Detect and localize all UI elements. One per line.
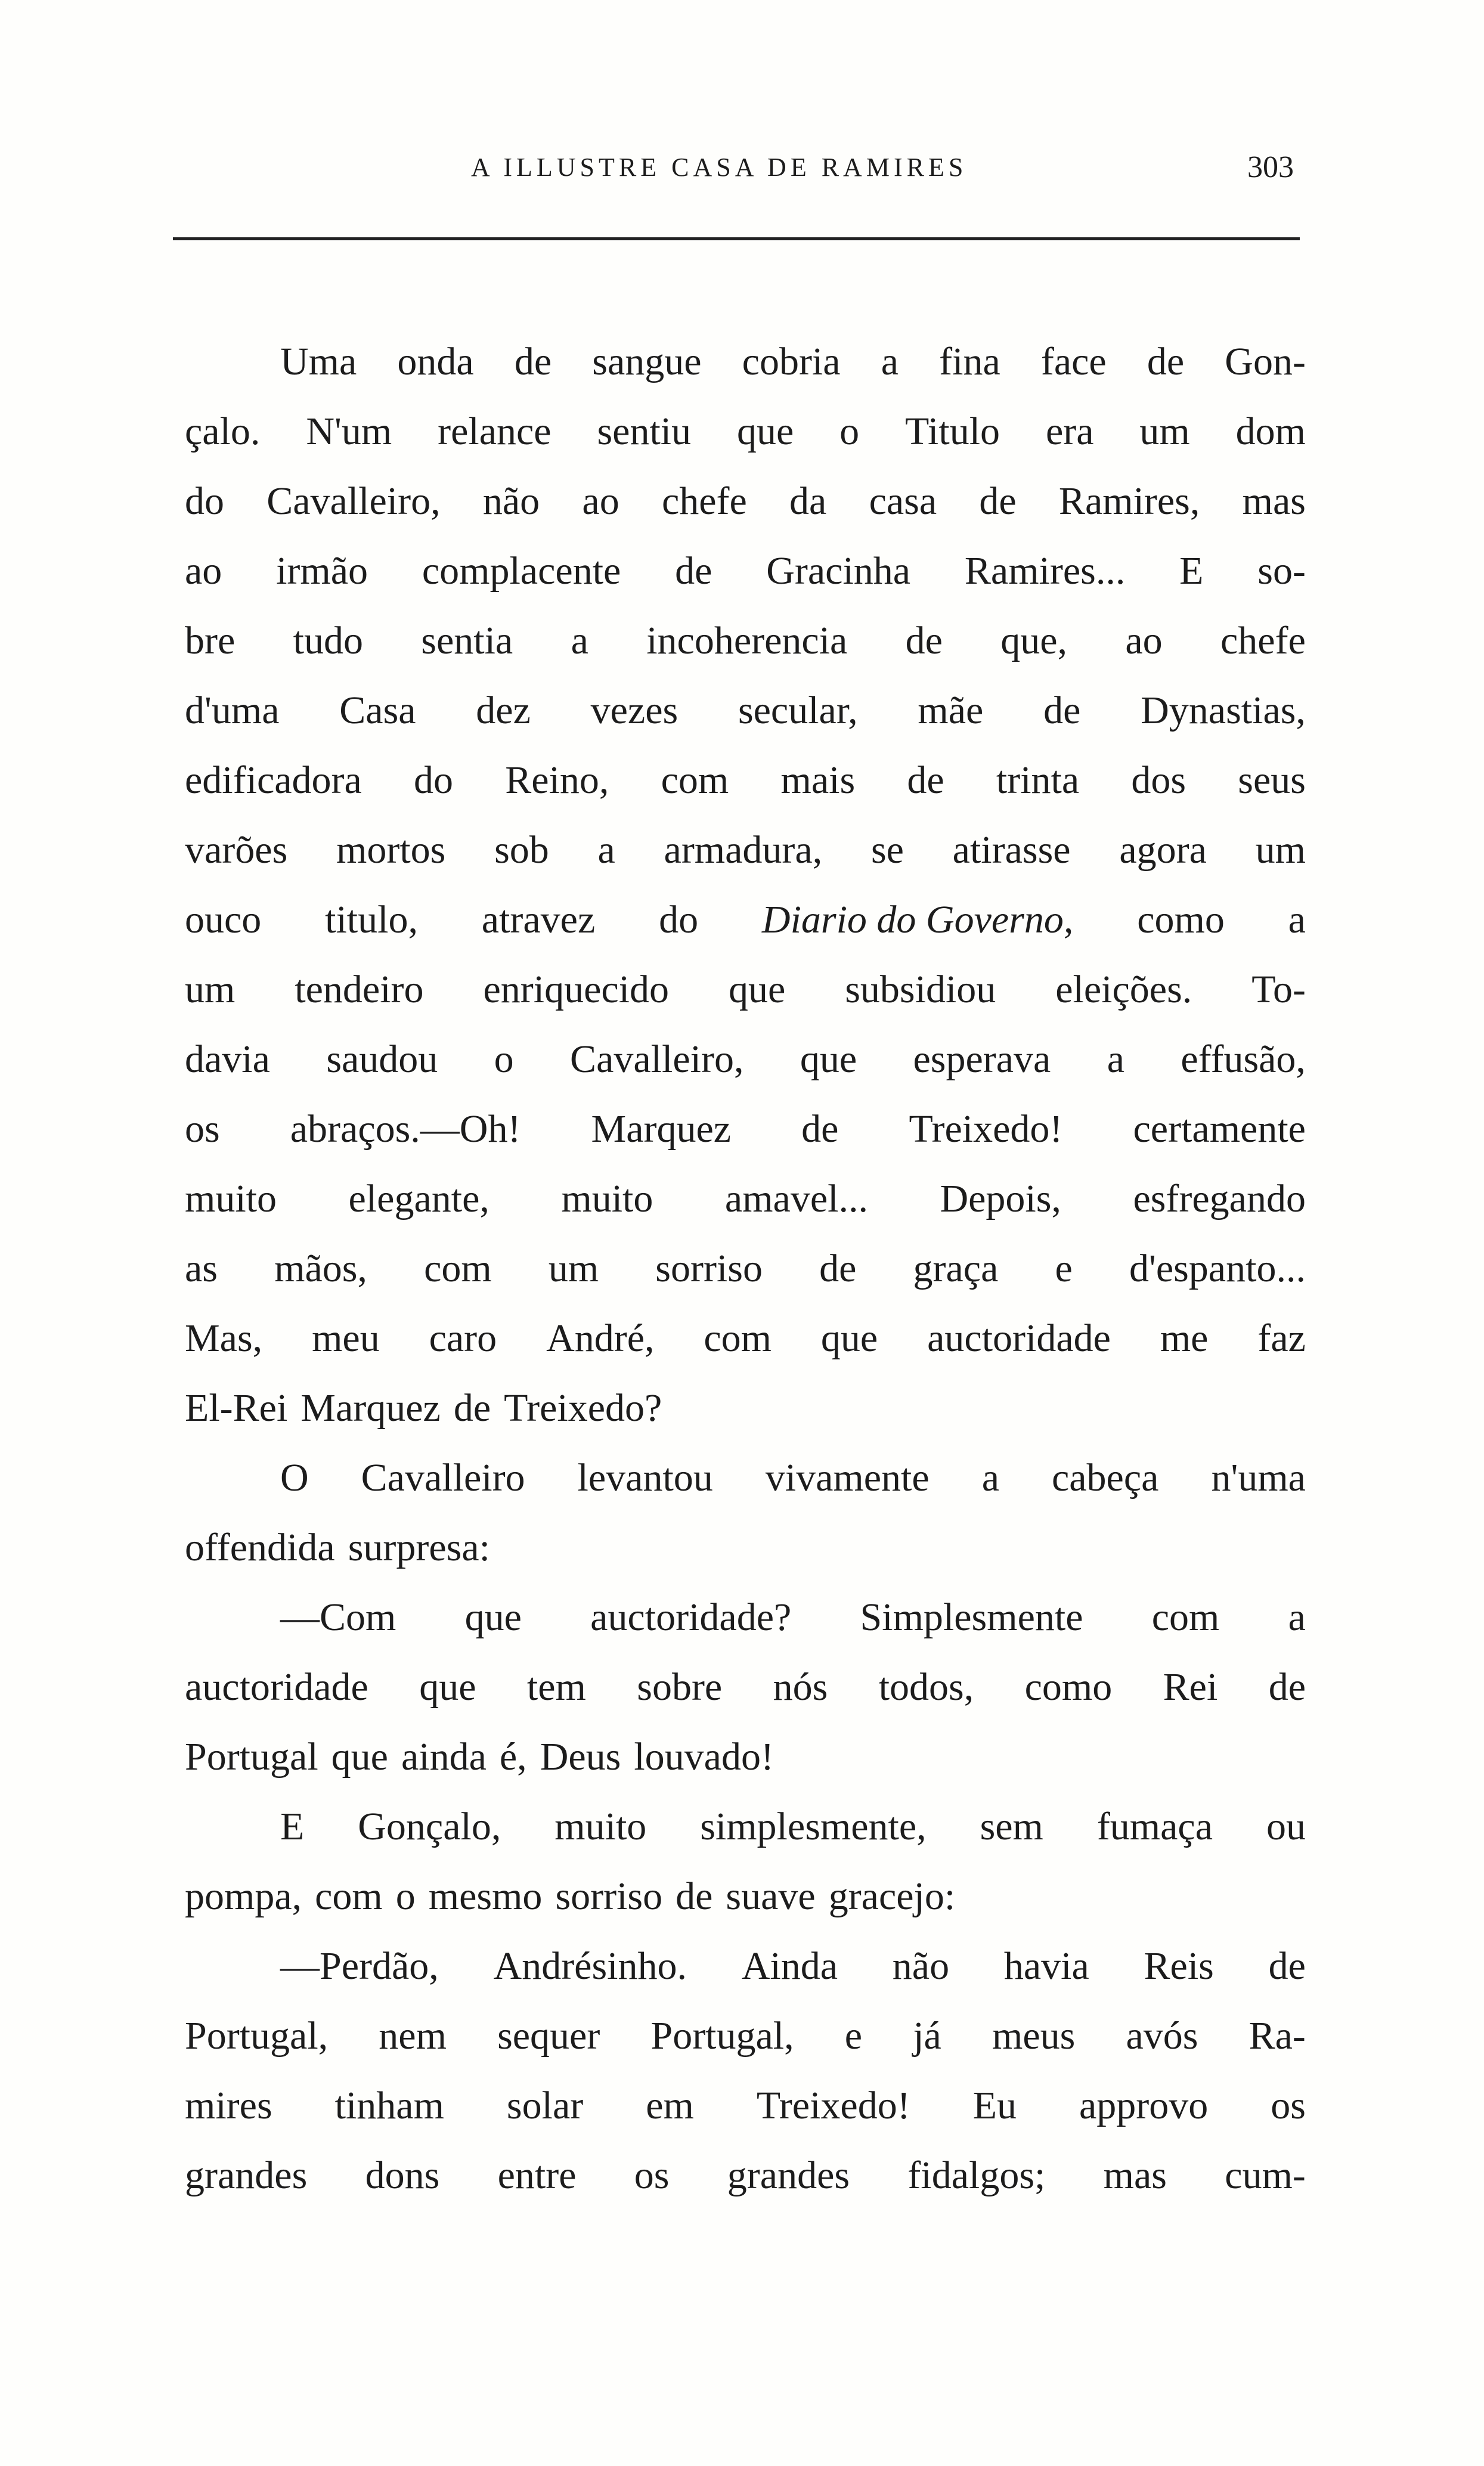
word: entre	[497, 2154, 577, 2197]
header-rule	[173, 237, 1300, 240]
word: Cavalleiro	[361, 1456, 525, 1500]
word: de	[1147, 340, 1185, 383]
word: Depois,	[940, 1177, 1061, 1220]
word: um	[548, 1247, 599, 1290]
text-line	[185, 1861, 1306, 1931]
word: face	[1040, 340, 1107, 383]
word: To-	[1251, 968, 1306, 1011]
word: é,	[499, 1735, 527, 1779]
word: da	[789, 479, 827, 523]
word: amavel...	[724, 1177, 868, 1220]
word: dons	[365, 2154, 440, 2197]
word: cum-	[1225, 2154, 1306, 2197]
word: complacente	[422, 549, 621, 593]
word: Gracinha	[766, 549, 911, 593]
word: que	[419, 1665, 476, 1709]
word: Cavalleiro,	[570, 1037, 744, 1081]
word: surpresa:	[348, 1526, 490, 1569]
word: que	[820, 1316, 878, 1360]
text-line	[185, 885, 1306, 955]
text-line	[185, 2140, 1306, 2210]
word: com	[315, 1875, 383, 1918]
word: seus	[1238, 758, 1306, 802]
word: dom	[1235, 410, 1306, 453]
running-head	[173, 152, 1306, 200]
word: a	[881, 340, 899, 383]
word: Ramires...	[964, 549, 1126, 593]
word: secular,	[738, 689, 858, 732]
word: edificadora	[185, 758, 362, 802]
text-line	[185, 676, 1306, 745]
word: Portugal	[185, 1735, 318, 1779]
word: não	[482, 479, 540, 523]
word: relance	[438, 410, 552, 453]
word: sobre	[637, 1665, 723, 1709]
word: graça	[913, 1247, 999, 1290]
word: so-	[1257, 549, 1306, 593]
word: Diario do Governo,	[761, 898, 1074, 941]
word: davia	[185, 1037, 270, 1081]
word: nós	[773, 1665, 828, 1709]
word: vivamente	[765, 1456, 930, 1500]
word: elegante,	[348, 1177, 489, 1220]
text-line	[185, 606, 1306, 676]
word: meus	[992, 2014, 1076, 2058]
word: Uma	[280, 340, 357, 383]
word: a	[1288, 898, 1306, 941]
word: do	[659, 898, 699, 941]
word: não	[892, 1944, 950, 1988]
word: Gon-	[1225, 340, 1306, 383]
word: o	[839, 410, 860, 453]
word: Ramires,	[1058, 479, 1200, 523]
word: do	[185, 479, 224, 523]
word: trinta	[996, 758, 1080, 802]
word: gracejo:	[828, 1875, 956, 1918]
word: offendida	[185, 1526, 335, 1569]
word: sequer	[497, 2014, 600, 2058]
word: Andrésinho.	[493, 1944, 687, 1988]
word: que,	[1000, 619, 1068, 662]
word: Treixedo!	[756, 2084, 910, 2127]
word: havia	[1003, 1944, 1089, 1988]
text-line	[185, 1443, 1306, 1513]
word: fina	[939, 340, 1000, 383]
word: tudo	[293, 619, 363, 662]
word: Ainda	[741, 1944, 838, 1988]
word: sangue	[592, 340, 702, 383]
word: muito	[554, 1805, 647, 1848]
word: André,	[546, 1316, 655, 1360]
word: as	[185, 1247, 218, 1290]
word: —Com	[280, 1596, 396, 1639]
text-line	[185, 1234, 1306, 1303]
word: esfregando	[1133, 1177, 1306, 1220]
word: todos,	[878, 1665, 974, 1709]
word: solar	[506, 2084, 584, 2127]
word: de	[514, 340, 552, 383]
word: Cavalleiro,	[267, 479, 441, 523]
word: os	[1271, 2084, 1306, 2127]
word: atravez	[481, 898, 596, 941]
word: sentia	[421, 619, 513, 662]
word: a	[1288, 1596, 1306, 1639]
text-line	[185, 1024, 1306, 1094]
word: vezes	[590, 689, 679, 732]
word: Marquez	[300, 1386, 441, 1430]
word: de	[1268, 1944, 1306, 1988]
word: tendeiro	[295, 968, 424, 1011]
word: ao	[582, 479, 619, 523]
word: Mas,	[185, 1316, 263, 1360]
word: El-Rei	[185, 1386, 288, 1430]
word: a	[597, 828, 615, 872]
word: varões	[185, 828, 288, 872]
word: Treixedo?	[504, 1386, 662, 1430]
word: fumaça	[1096, 1805, 1213, 1848]
word: sentiu	[597, 410, 692, 453]
word: fidalgos;	[907, 2154, 1046, 2197]
word: muito	[561, 1177, 653, 1220]
word: Portugal,	[185, 2014, 329, 2058]
word: suave	[726, 1875, 816, 1918]
text-line	[185, 1931, 1306, 2001]
word: e	[1055, 1247, 1073, 1290]
word: com	[704, 1316, 772, 1360]
word: ao	[1125, 619, 1163, 662]
word: os	[634, 2154, 670, 2197]
text-line	[185, 2071, 1306, 2140]
word: titulo,	[325, 898, 418, 941]
word: Marquez	[591, 1107, 732, 1151]
word: armadura,	[664, 828, 823, 872]
word: mortos	[336, 828, 446, 872]
word: auctoridade	[927, 1316, 1111, 1360]
word: a	[571, 619, 588, 662]
word: certamente	[1133, 1107, 1306, 1151]
word: um	[185, 968, 236, 1011]
word: grandes	[727, 2154, 850, 2197]
word: de	[1043, 689, 1081, 732]
word: como	[1024, 1665, 1113, 1709]
word: chefe	[661, 479, 747, 523]
word: de	[907, 758, 944, 802]
word: onda	[397, 340, 474, 383]
text-line	[185, 2001, 1306, 2071]
word: approvo	[1079, 2084, 1209, 2127]
word: a	[1107, 1037, 1125, 1081]
word: agora	[1119, 828, 1207, 872]
word: Ra-	[1248, 2014, 1306, 2058]
word: e	[844, 2014, 863, 2058]
word: subsidiou	[845, 968, 996, 1011]
text-line	[185, 327, 1306, 396]
word: sorriso	[655, 1247, 763, 1290]
word: avós	[1126, 2014, 1198, 2058]
running-title: A ILLUSTRE CASA DE RAMIRES	[471, 153, 968, 182]
word: com	[661, 758, 729, 802]
body-text	[185, 327, 1306, 2210]
text-line	[185, 1513, 1306, 1582]
word: Eu	[972, 2084, 1017, 2127]
word: com	[424, 1247, 492, 1290]
word: Portugal,	[650, 2014, 794, 2058]
word: de	[819, 1247, 857, 1290]
word: Simplesmente	[860, 1596, 1083, 1639]
word: simplesmente,	[700, 1805, 927, 1848]
word: ouco	[185, 898, 262, 941]
text-line	[185, 1582, 1306, 1652]
text-line	[185, 1094, 1306, 1164]
word: E	[280, 1805, 305, 1848]
word: E	[1179, 549, 1204, 593]
word: que	[737, 410, 794, 453]
word: n'uma	[1211, 1456, 1306, 1500]
word: de	[453, 1386, 491, 1430]
word: enriquecido	[483, 968, 670, 1011]
word: mãos,	[274, 1247, 367, 1290]
word: Titulo	[905, 410, 1000, 453]
word: dez	[476, 689, 531, 732]
text-line	[185, 396, 1306, 466]
page-number: 303	[1247, 150, 1294, 184]
word: d'uma	[185, 689, 280, 732]
word: pompa,	[185, 1875, 302, 1918]
word: faz	[1257, 1316, 1306, 1360]
word: mais	[780, 758, 856, 802]
word: de	[675, 549, 712, 593]
word: Reino,	[505, 758, 609, 802]
word: Rei	[1163, 1665, 1218, 1709]
word: ou	[1266, 1805, 1306, 1848]
word: sob	[494, 828, 549, 872]
word: chefe	[1220, 619, 1306, 662]
word: mas	[1242, 479, 1306, 523]
word: auctoridade?	[590, 1596, 792, 1639]
word: dos	[1131, 758, 1186, 802]
word: que	[464, 1596, 522, 1639]
word: do	[414, 758, 454, 802]
word: Treixedo!	[909, 1107, 1063, 1151]
text-line	[185, 1722, 1306, 1792]
word: sorriso	[555, 1875, 663, 1918]
word: Reis	[1144, 1944, 1214, 1988]
text-line	[185, 1303, 1306, 1373]
word: que	[800, 1037, 857, 1081]
text-line	[185, 815, 1306, 885]
word: Gonçalo,	[358, 1805, 501, 1848]
word: irmão	[276, 549, 368, 593]
word: de	[676, 1875, 713, 1918]
word: muito	[185, 1177, 277, 1220]
word: um	[1139, 410, 1190, 453]
word: ao	[185, 549, 222, 593]
word: me	[1160, 1316, 1209, 1360]
word: já	[913, 2014, 941, 2058]
word: o	[494, 1037, 514, 1081]
word: mires	[185, 2084, 272, 2127]
word: O	[280, 1456, 309, 1500]
word: tinham	[334, 2084, 444, 2127]
word: que	[729, 968, 786, 1011]
word: N'um	[306, 410, 392, 453]
text-line	[185, 1164, 1306, 1234]
word: —Perdão,	[280, 1944, 439, 1988]
text-line	[185, 536, 1306, 606]
word: abraços.—Oh!	[290, 1107, 521, 1151]
word: com	[1151, 1596, 1220, 1639]
word: um	[1255, 828, 1306, 872]
word: como	[1137, 898, 1225, 941]
word: auctoridade	[185, 1665, 368, 1709]
word: esperava	[913, 1037, 1051, 1081]
word: mesmo	[428, 1875, 543, 1918]
word: era	[1045, 410, 1094, 453]
text-line	[185, 1652, 1306, 1722]
word: de	[905, 619, 943, 662]
word: saudou	[326, 1037, 438, 1081]
word: mas	[1103, 2154, 1167, 2197]
word: o	[395, 1875, 416, 1918]
word: de	[801, 1107, 839, 1151]
word: atirasse	[952, 828, 1071, 872]
word: a	[981, 1456, 999, 1500]
word: çalo.	[185, 410, 261, 453]
word: de	[979, 479, 1017, 523]
word: sem	[980, 1805, 1043, 1848]
word: eleições.	[1055, 968, 1192, 1011]
word: effusão,	[1181, 1037, 1306, 1081]
word: d'espanto...	[1129, 1247, 1306, 1290]
text-line	[185, 1792, 1306, 1861]
word: de	[1268, 1665, 1306, 1709]
word: ainda	[401, 1735, 487, 1779]
text-line	[185, 745, 1306, 815]
word: mãe	[918, 689, 984, 732]
word: os	[185, 1107, 220, 1151]
word: Dynastias,	[1141, 689, 1306, 732]
word: Casa	[339, 689, 416, 732]
text-line	[185, 466, 1306, 536]
word: que	[331, 1735, 388, 1779]
word: cobria	[742, 340, 841, 383]
word: bre	[185, 619, 236, 662]
word: Deus	[540, 1735, 621, 1779]
word: incoherencia	[646, 619, 848, 662]
word: cabeça	[1051, 1456, 1159, 1500]
word: louvado!	[634, 1735, 774, 1779]
text-line	[185, 1373, 1306, 1443]
word: levantou	[577, 1456, 713, 1500]
word: caro	[429, 1316, 497, 1360]
word: grandes	[185, 2154, 308, 2197]
word: casa	[869, 479, 937, 523]
word: tem	[526, 1665, 586, 1709]
text-line	[185, 955, 1306, 1024]
word: em	[646, 2084, 694, 2127]
word: meu	[312, 1316, 380, 1360]
word: nem	[379, 2014, 447, 2058]
word: se	[870, 828, 904, 872]
